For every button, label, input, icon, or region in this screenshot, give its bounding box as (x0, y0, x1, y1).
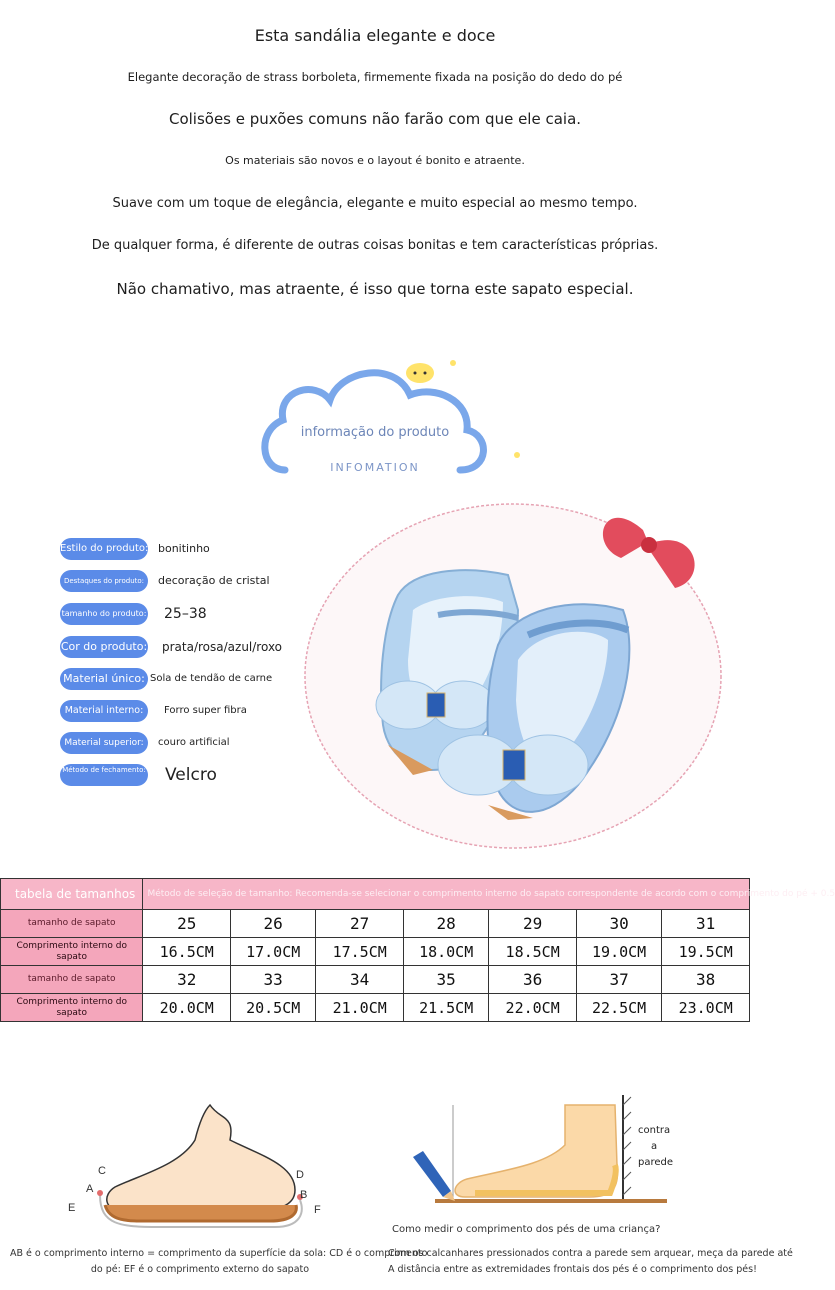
table-cell: 28 (403, 910, 488, 938)
wall-measure-diagram (405, 1095, 675, 1205)
table-cell: 33 (230, 966, 315, 994)
size-method-note: Método de seleção de tamanho: Recomenda-se selecionar o comprimento interno do sapato correspondente de acordo com o comprimento do pé + 0.5 (143, 879, 750, 910)
attribute-row (60, 603, 320, 627)
diagram-caption: AB é o comprimento interno = comprimento da superfície da sola: CD é o comprimento (10, 1248, 428, 1259)
table-cell: 19.0CM (576, 938, 661, 966)
point-label: A (86, 1183, 94, 1195)
pencil-icon (413, 1151, 455, 1201)
intro-line: Os materiais são novos e o layout é bonito e atraente. (225, 154, 525, 167)
attribute-label: Estilo do produto: (60, 538, 148, 560)
table-cell: 18.5CM (489, 938, 577, 966)
badge-title: informação do produto (300, 425, 450, 440)
table-cell: 26 (230, 910, 315, 938)
table-cell: 31 (662, 910, 750, 938)
product-image (303, 500, 723, 850)
attribute-value: Velcro (165, 765, 217, 785)
diagram-caption: do pé: EF é o comprimento externo do sapato (90, 1264, 310, 1275)
size-table-title-row (1, 879, 750, 910)
point-label: D (296, 1169, 304, 1181)
table-cell: 19.5CM (662, 938, 750, 966)
diagram-caption: Com os calcanhares pressionados contra a parede sem arquear, meça da parede até (388, 1248, 793, 1259)
attribute-row (60, 732, 320, 756)
table-row (1, 910, 750, 938)
table-row (1, 966, 750, 994)
wall-label: a (651, 1141, 658, 1152)
attribute-label: Destaques do produto: (60, 570, 148, 592)
table-cell: 22.0CM (489, 994, 577, 1022)
table-cell: 30 (576, 910, 661, 938)
table-cell: 21.0CM (316, 994, 404, 1022)
intro-line: Elegante decoração de strass borboleta, firmemente fixada na posição do dedo do pé (127, 70, 623, 84)
row-header: Comprimento interno do sapato (1, 994, 143, 1022)
attribute-value: Forro super fibra (164, 705, 247, 716)
star-icon (406, 363, 434, 383)
row-header: tamanho de sapato (1, 966, 143, 994)
table-cell: 22.5CM (576, 994, 661, 1022)
table-cell: 17.0CM (230, 938, 315, 966)
attribute-row (60, 668, 320, 692)
table-cell: 18.0CM (403, 938, 488, 966)
attribute-row (60, 764, 320, 788)
attribute-row (60, 538, 320, 562)
table-cell: 25 (143, 910, 231, 938)
attribute-value: bonitinho (158, 542, 210, 555)
attribute-label: Método de fechamento: (60, 764, 148, 786)
attribute-value: 25–38 (164, 606, 207, 622)
attribute-value: decoração de cristal (158, 574, 270, 587)
product-attributes (60, 538, 320, 798)
attribute-label: Cor do produto: (60, 636, 148, 658)
intro-line: Colisões e puxões comuns não farão com que ele caia. (168, 110, 582, 128)
product-info-badge (255, 345, 495, 485)
table-row (1, 994, 750, 1022)
attribute-label: Material superior: (60, 732, 148, 754)
point-label: B (300, 1189, 308, 1201)
table-cell: 32 (143, 966, 231, 994)
table-row (1, 938, 750, 966)
attribute-row (60, 570, 320, 594)
intro-section (0, 0, 750, 320)
intro-line: Esta sandália elegante e doce (254, 26, 496, 45)
diagram-caption: A distância entre as extremidades frontais dos pés é o comprimento dos pés! (388, 1264, 757, 1275)
wall-label: parede (638, 1157, 674, 1168)
intro-line: Não chamativo, mas atraente, é isso que torna este sapato especial. (116, 280, 634, 298)
table-cell: 27 (316, 910, 404, 938)
table-cell: 29 (489, 910, 577, 938)
table-cell: 36 (489, 966, 577, 994)
attribute-row (60, 700, 320, 724)
attribute-value: prata/rosa/azul/roxo (162, 640, 283, 654)
foot-measure-diagram (60, 1095, 340, 1235)
badge-subtitle: INFOMATION (330, 461, 420, 474)
attribute-row (60, 636, 320, 660)
attribute-value: Sola de tendão de carne (150, 673, 273, 684)
table-cell: 21.5CM (403, 994, 488, 1022)
table-cell: 16.5CM (143, 938, 231, 966)
table-cell: 35 (403, 966, 488, 994)
size-table (0, 878, 835, 1022)
intro-line: Suave com um toque de elegância, elegante e muito especial ao mesmo tempo. (112, 196, 638, 211)
row-header: Comprimento interno do sapato (1, 938, 143, 966)
attribute-label: Material único: (60, 668, 148, 690)
table-cell: 37 (576, 966, 661, 994)
point-label: F (314, 1204, 321, 1216)
table-cell: 23.0CM (662, 994, 750, 1022)
table-cell: 34 (316, 966, 404, 994)
intro-line: De qualquer forma, é diferente de outras coisas bonitas e tem características próprias. (91, 238, 659, 253)
table-cell: 38 (662, 966, 750, 994)
table-cell: 17.5CM (316, 938, 404, 966)
table-cell: 20.5CM (230, 994, 315, 1022)
point-label: E (68, 1202, 76, 1214)
point-label: C (98, 1165, 106, 1177)
attribute-value: couro artificial (158, 737, 230, 748)
foot-wall-icon (405, 1095, 675, 1205)
size-table-title: tabela de tamanhos (1, 879, 143, 910)
wall-label: contra (638, 1125, 671, 1136)
diagram-question: Como medir o comprimento dos pés de uma criança? (392, 1224, 661, 1235)
row-header: tamanho de sapato (1, 910, 143, 938)
attribute-label: Material interno: (60, 700, 148, 722)
table-cell: 20.0CM (143, 994, 231, 1022)
attribute-label: tamanho do produto: (60, 603, 148, 625)
